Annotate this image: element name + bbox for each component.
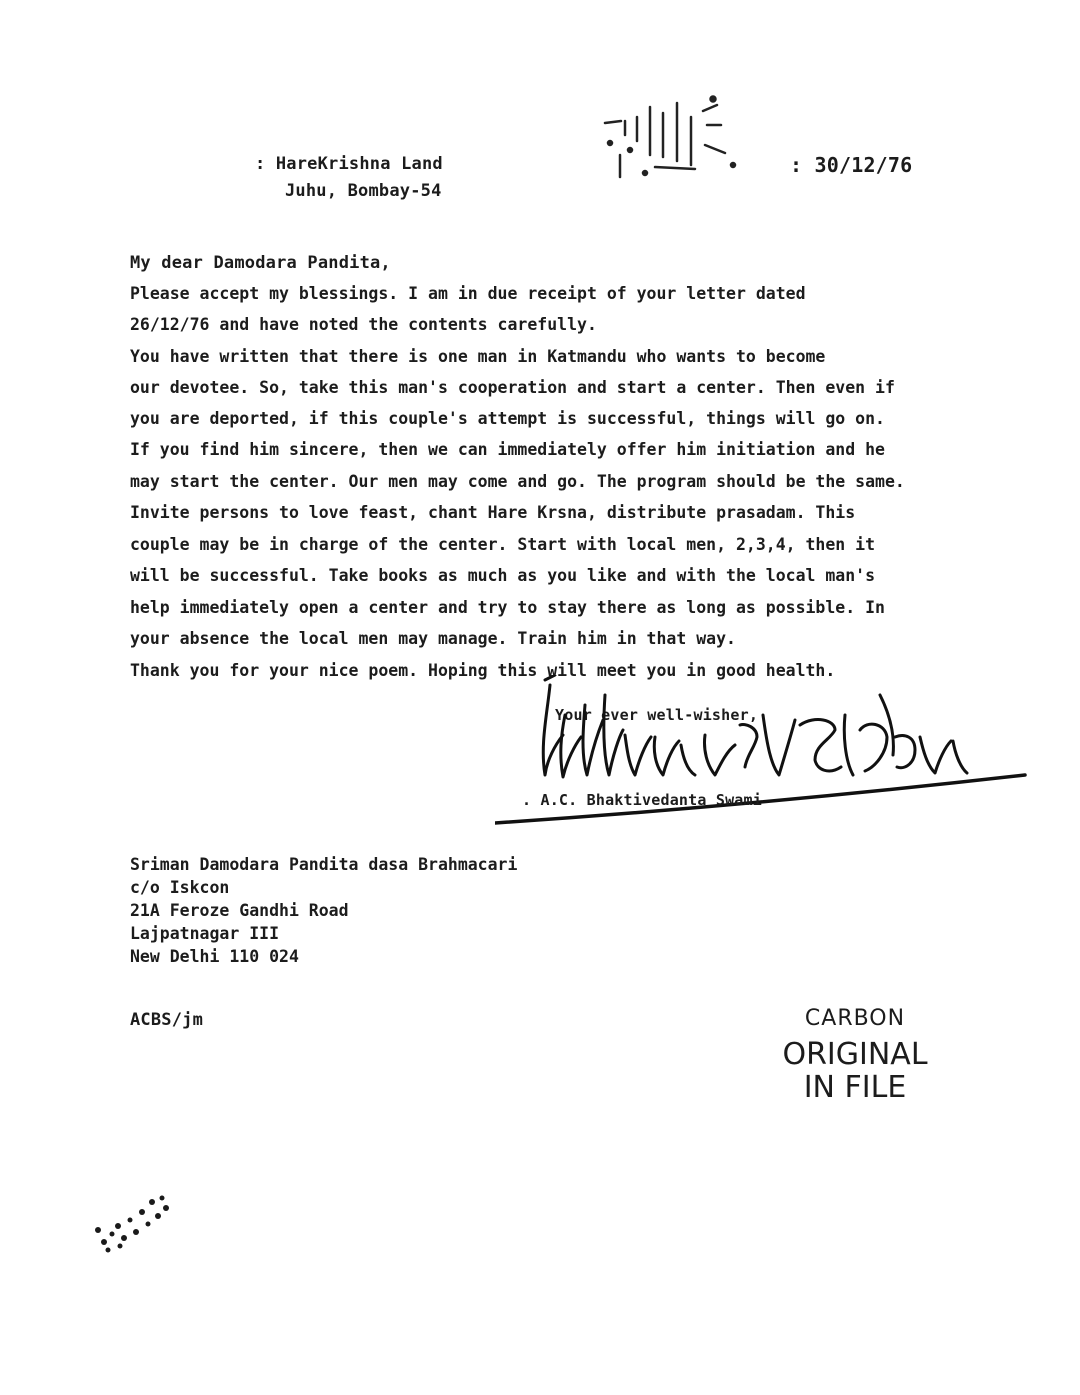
letterhead-address-line-1: : HareKrishna Land (255, 154, 443, 174)
recipient-line: Sriman Damodara Pandita dasa Brahmacari (130, 855, 518, 874)
sender-name: . A.C. Bhaktivedanta Swami (522, 791, 762, 809)
carbon-stamp-line-2: ORIGINAL (782, 1037, 928, 1072)
body-line: Thank you for your nice poem. Hoping this will meet you in good health. (130, 661, 836, 680)
reference-initials: ACBS/jm (130, 1010, 204, 1030)
salutation: My dear Damodara Pandita, (130, 253, 391, 273)
body-line: help immediately open a center and try to stay there as long as possible. In (130, 598, 885, 617)
body-line: Invite persons to love feast, chant Hare Krsna, distribute prasadam. This (130, 503, 856, 522)
body-line: You have written that there is one man in Katmandu who wants to become (130, 347, 826, 366)
recipient-line: Lajpatnagar III (130, 924, 280, 943)
body-line: your absence the local men may manage. Train him in that way. (130, 629, 736, 648)
carbon-stamp-line-1: CARBON (804, 1006, 906, 1031)
body-line: Please accept my blessings. I am in due receipt of your letter dated (130, 284, 806, 303)
body-line: our devotee. So, take this man's cooperation and start a center. Then even if (130, 378, 895, 397)
scan-artifact (90, 1190, 180, 1260)
recipient-line: New Delhi 110 024 (130, 947, 299, 966)
recipient-line: c/o Iskcon (130, 878, 230, 897)
filing-mark (595, 95, 745, 190)
carbon-stamp-line-3: IN FILE (803, 1070, 907, 1105)
body-line: couple may be in charge of the center. Start with local men, 2,3,4, then it (130, 535, 876, 554)
letter-date: : 30/12/76 (790, 153, 913, 177)
body-line: you are deported, if this couple's attempt is successful, things will go on. (130, 409, 885, 428)
body-line: If you find him sincere, then we can immediately offer him initiation and he (130, 440, 885, 459)
letterhead-address-line-2: Juhu, Bombay-54 (285, 181, 442, 201)
closing-phrase: Your ever well-wisher, (555, 706, 759, 724)
body-line: may start the center. Our men may come and go. The program should be the same. (130, 472, 905, 491)
body-line: will be successful. Take books as much as you like and with the local man's (130, 566, 876, 585)
body-line: 26/12/76 and have noted the contents carefully. (130, 315, 597, 334)
recipient-line: 21A Feroze Gandhi Road (130, 901, 349, 920)
